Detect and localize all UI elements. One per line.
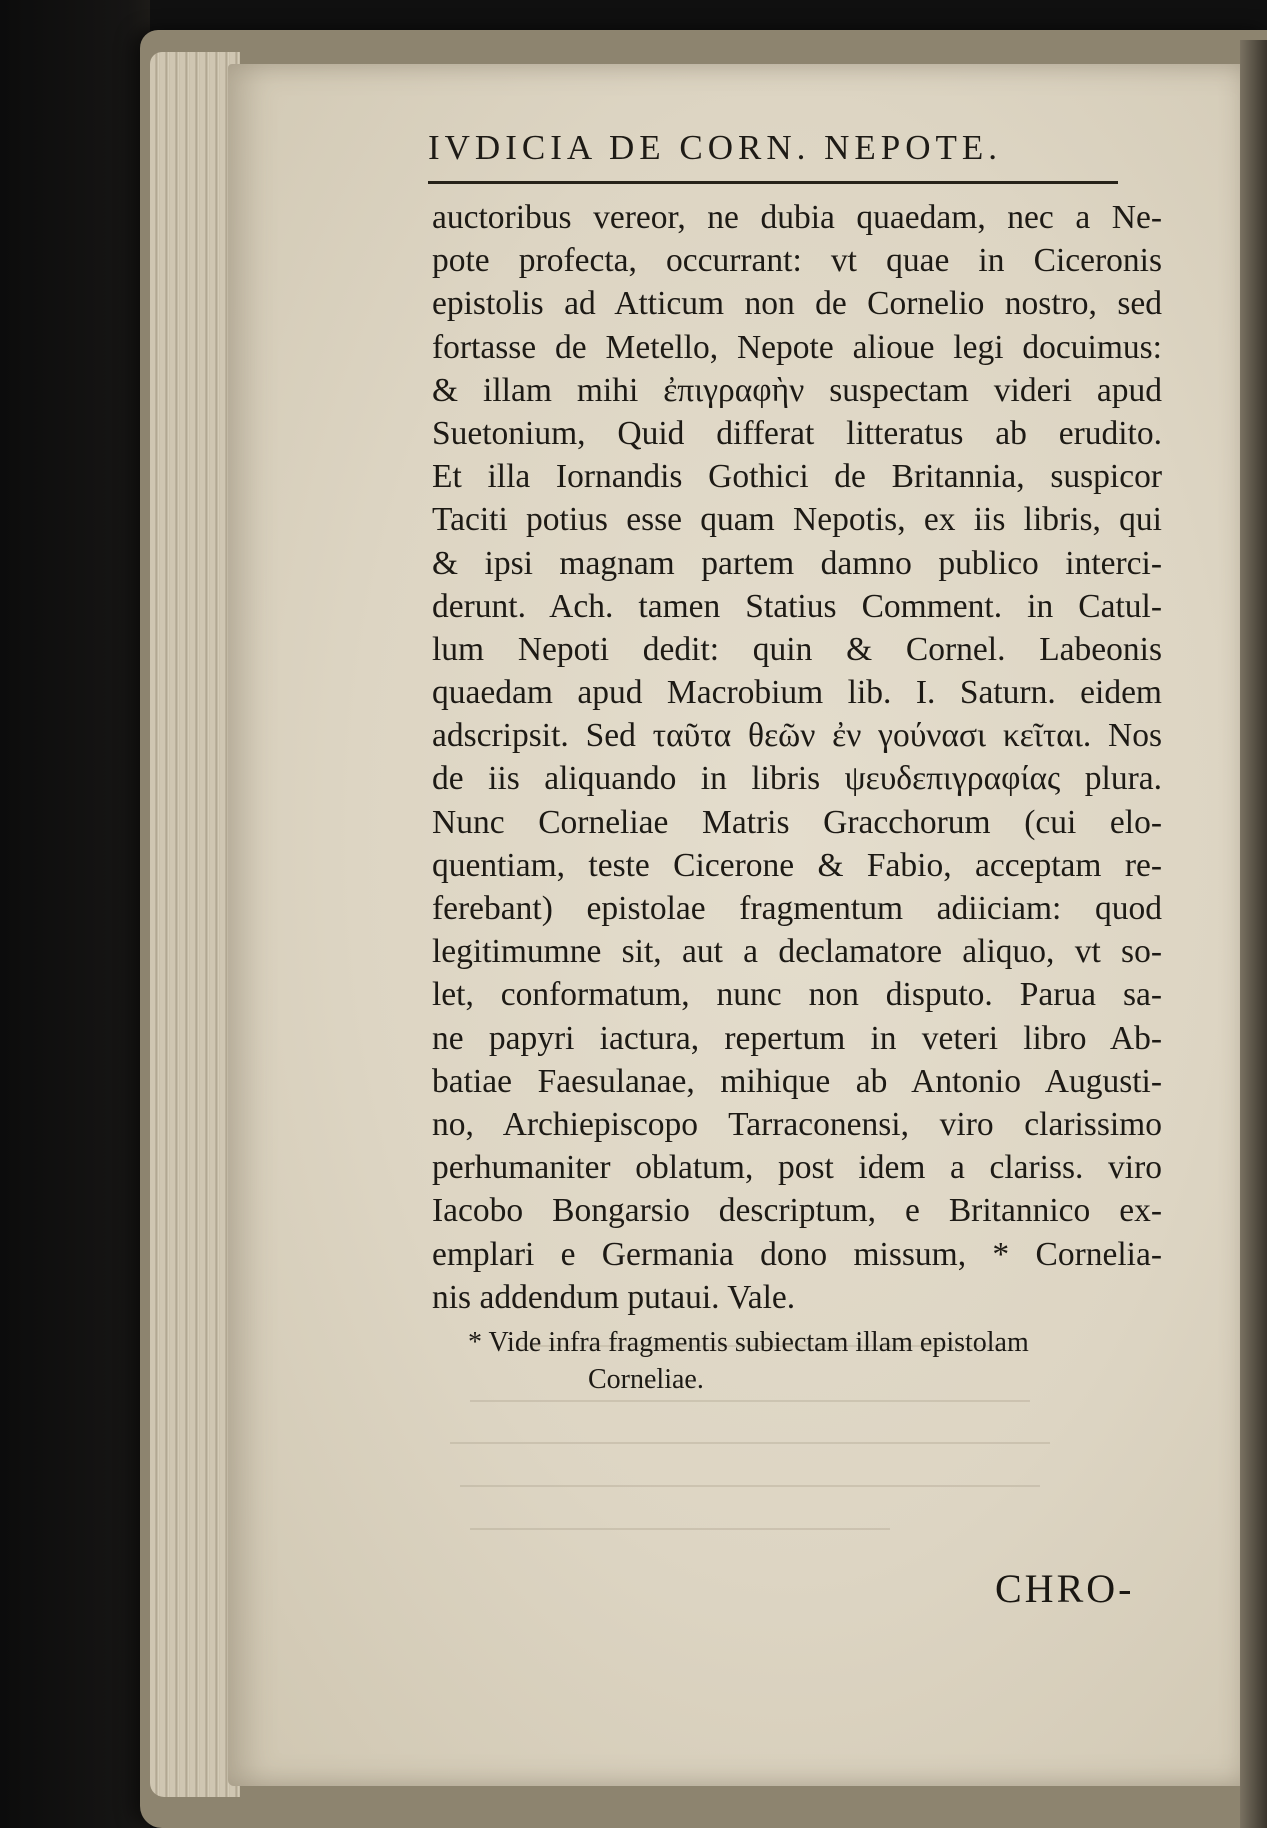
running-head: IVDICIA DE CORN. NEPOTE.: [428, 128, 1003, 167]
text-line: ferebant) epistolae fragmentum adiiciam: quod: [432, 890, 1162, 927]
text-line: pote profecta, occurrant: vt quae in Ciceronis: [432, 242, 1162, 280]
footnote: [468, 1324, 1168, 1398]
header-rule-end: [1094, 181, 1116, 184]
text-line: Iacobo Bongarsio descriptum, e Britannico ex-: [432, 1192, 1162, 1230]
text-line: Suetonium, Quid differat litteratus ab erudito.: [432, 414, 1162, 452]
text-line: Et illa Iornandis Gothici de Britannia, suspicor: [432, 458, 1162, 496]
text-line: quaedam apud Macrobium lib. I. Saturn. eidem: [432, 674, 1162, 712]
text-line: de iis aliquando in libris ψευδεπιγραφίας plura.: [432, 760, 1162, 798]
text-line: ne papyri iactura, repertum in veteri libro Ab-: [432, 1019, 1162, 1057]
text-line: & illam mihi ἐπιγραφὴν suspectam videri apud: [432, 371, 1162, 409]
text-line: nis addendum putaui. Vale.: [432, 1278, 796, 1316]
text-line: Nunc Corneliae Matris Gracchorum (cui elo-: [432, 803, 1162, 841]
text-line: & ipsi magnam partem damno publico interci-: [432, 544, 1162, 582]
text-line: auctoribus vereor, ne dubia quaedam, nec a Ne-: [432, 199, 1162, 236]
text-line: Taciti potius esse quam Nepotis, ex iis libris, qui: [432, 501, 1162, 539]
footnote-line: * Vide infra fragmentis subiectam illam epistolam: [468, 1327, 1029, 1358]
dark-backdrop: [0, 0, 150, 1828]
text-line: fortasse de Metello, Nepote alioue legi docuimus:: [432, 328, 1162, 366]
text-line: lum Nepoti dedit: quin & Cornel. Labeonis: [432, 630, 1162, 668]
text-line: quentiam, teste Cicerone & Fabio, acceptam re-: [432, 846, 1162, 884]
text-line: no, Archiepiscopo Tarraconensi, viro clarissimo: [432, 1105, 1162, 1143]
text-line: legitimumne sit, aut a declamatore aliquo, vt so-: [432, 933, 1162, 971]
text-line: let, conformatum, nunc non disputo. Parua sa-: [432, 976, 1162, 1014]
show-through-mark: [470, 1528, 890, 1530]
header-rule: [428, 181, 1118, 184]
text-line: batiae Faesulanae, mihique ab Antonio Augusti-: [432, 1062, 1162, 1100]
show-through-mark: [450, 1442, 1050, 1444]
text-line: derunt. Ach. tamen Statius Comment. in Catul-: [432, 587, 1162, 625]
right-edge: [1240, 40, 1267, 1828]
catchword: CHRO-: [995, 1566, 1135, 1611]
text-line: epistolis ad Atticum non de Cornelio nostro, sed: [432, 285, 1162, 323]
show-through-mark: [470, 1400, 1030, 1402]
page-edges: [150, 52, 240, 1797]
footnote-line: Corneliae.: [588, 1364, 704, 1395]
show-through-mark: [460, 1485, 1040, 1487]
text-line: emplari e Germania dono missum, * Cornelia-: [432, 1235, 1162, 1273]
text-line: adscripsit. Sed ταῦτα θεῶν ἐν γούνασι κεῖται. Nos: [432, 717, 1162, 755]
body-text: [432, 196, 1162, 1319]
text-line: perhumaniter oblatum, post idem a clariss. viro: [432, 1149, 1162, 1187]
